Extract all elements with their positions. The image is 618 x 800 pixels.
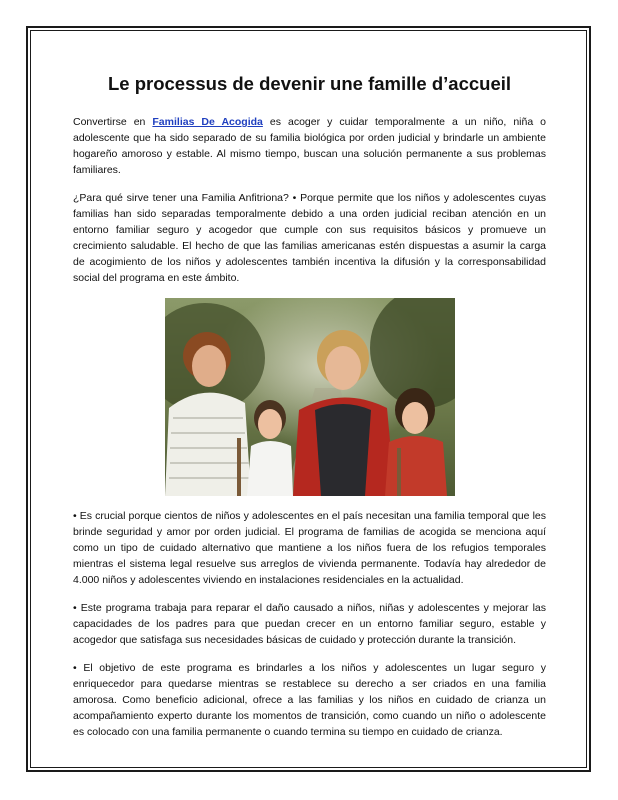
paragraph-objective: • El objetivo de este programa es brindarles a los niños y adolescentes un lugar seguro y enriquecedor para quedarse mientras se restablece su derecho a ser criados en una familia amorosa. Como beneficio adicional, ofrece a las familias y los niños en cuidado de crianza un acompañamiento experto durante los momentos de transición, como cuando un niño o adolescente es colocado con una familia permanente o cuando termina su tiempo en cuidado de crianza.: [73, 662, 546, 738]
family-photo: [165, 298, 455, 496]
intro-text-start: Convertirse en: [73, 116, 153, 128]
paragraph-purpose: ¿Para qué sirve tener una Familia Anfitriona? • Porque permite que los niños y adolescentes cuyas familias han sido separadas temporalmente debido a una orden judicial reciban atención en un entorno familiar seguro y acogedor que cumple con sus requisitos básicos y promueve un crecimiento saludable. El hecho de que las familias americanas estén dispuestas a asumir la carga de acogimiento de los niños y adolescentes también incentiva la difusión y la corresponsabilidad social del programa en este ámbito.: [73, 192, 546, 284]
intro-paragraph: [73, 114, 546, 178]
document-body: [73, 72, 546, 752]
intro-text-end: es acoger y cuidar temporalmente a un niño, niña o adolescente que ha sido separado de su familia biológica por orden judicial y brindarle un ambiente hogareño amoroso y estable. Al mismo tiempo, buscan una solución permanente a sus problemas familiares.: [73, 116, 547, 176]
document-title: Le processus de devenir une famille d’accueil: [107, 73, 512, 94]
paragraph-crucial: • Es crucial porque cientos de niños y adolescentes en el país necesitan una familia temporal que les brinde seguridad y amor por orden judicial. El programa de familias de acogida se menciona aquí como un tipo de cuidado alternativo que mantiene a los niños fuera de los refugios temporales mientras el sistema legal resuelve sus arreglos de vivienda permanente. Todavía hay alrededor de 4.000 niños y adolescentes viviendo en instalaciones residenciales en la actualidad.: [73, 510, 546, 586]
familias-de-acogida-link[interactable]: Familias De Acogida: [152, 116, 263, 128]
photo-container: [73, 298, 546, 496]
paragraph-program: • Este programa trabaja para reparar el daño causado a niños, niñas y adolescentes y mejorar las capacidades de los padres para que puedan crecer en un entorno familiar seguro, estable y acogedor que satisfaga sus necesidades básicas de cuidado y protección durante la transición.: [73, 602, 546, 646]
